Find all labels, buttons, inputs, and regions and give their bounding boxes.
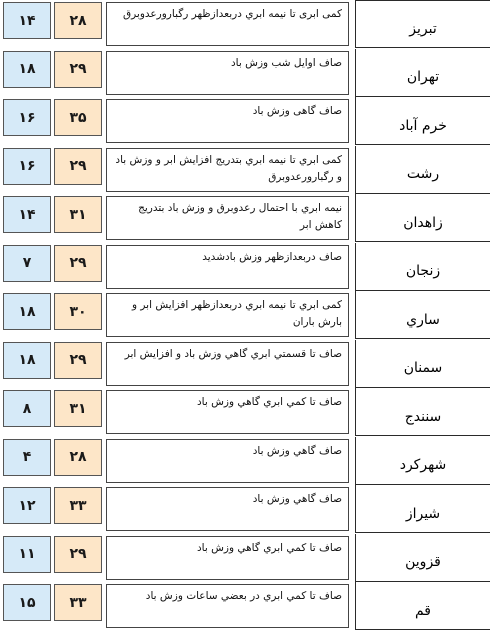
max-temperature: ۲۹ — [54, 342, 102, 379]
table-row — [0, 243, 490, 292]
forecast-description: صاف تا کمي ابري گاهي وزش باد — [106, 390, 349, 434]
min-temperature: ۱۸ — [3, 51, 51, 88]
city-cell — [355, 146, 490, 194]
max-temperature: ۲۹ — [54, 245, 102, 282]
forecast-description: صاف دربعدازظهر وزش بادشدید — [106, 245, 349, 289]
min-temperature: ۱۲ — [3, 487, 51, 524]
table-row — [0, 534, 490, 583]
forecast-description: صاف تا قسمتي ابري گاهي وزش باد و افزایش ابر — [106, 342, 349, 386]
forecast-description: صاف تا کمي ابري در بعضي ساعات وزش باد — [106, 584, 349, 628]
table-row — [0, 49, 490, 98]
min-temperature: ۱۸ — [3, 293, 51, 330]
table-row — [0, 582, 490, 631]
forecast-description: صاف گاهي وزش باد — [106, 487, 349, 531]
table-row — [0, 340, 490, 389]
table-row — [0, 437, 490, 486]
city-cell — [355, 243, 490, 291]
table-row — [0, 146, 490, 195]
min-temperature: ۱۶ — [3, 99, 51, 136]
min-temperature: ۱۱ — [3, 536, 51, 573]
city-cell — [355, 340, 490, 388]
max-temperature: ۳۳ — [54, 584, 102, 621]
forecast-description: صاف گاهي وزش باد — [106, 439, 349, 483]
max-temperature: ۳۵ — [54, 99, 102, 136]
city-name: ساري — [406, 311, 440, 328]
max-temperature: ۳۱ — [54, 196, 102, 233]
min-temperature: ۱۴ — [3, 196, 51, 233]
min-temperature: ۱۵ — [3, 584, 51, 621]
city-cell — [355, 485, 490, 533]
forecast-description: نیمه ابري با احتمال رعدوبرق و وزش باد بتدریج کاهش ابر — [106, 196, 349, 240]
max-temperature: ۲۹ — [54, 148, 102, 185]
forecast-description: صاف تا کمي ابري گاهي وزش باد — [106, 536, 349, 580]
min-temperature: ۱۴ — [3, 2, 51, 39]
city-cell — [355, 437, 490, 485]
forecast-description: صاف گاهی وزش باد — [106, 99, 349, 143]
min-temperature: ۷ — [3, 245, 51, 282]
max-temperature: ۳۳ — [54, 487, 102, 524]
max-temperature: ۲۸ — [54, 2, 102, 39]
city-cell — [355, 534, 490, 582]
forecast-description: کمی ابري تا نیمه ابري بتدریج افزایش ابر و وزش باد و رگبارورعدوبرق — [106, 148, 349, 192]
forecast-description: کمی ابري تا نیمه ابري دربعدازظهر افزایش ابر و بارش باران — [106, 293, 349, 337]
table-row — [0, 388, 490, 437]
table-row — [0, 97, 490, 146]
city-name: خرم آباد — [399, 117, 447, 134]
city-name: شهرکرد — [399, 457, 447, 473]
city-cell — [355, 194, 490, 242]
min-temperature: ۴ — [3, 439, 51, 476]
city-name: قزوین — [405, 554, 441, 570]
table-row — [0, 291, 490, 340]
max-temperature: ۳۱ — [54, 390, 102, 427]
min-temperature: ۱۸ — [3, 342, 51, 379]
table-row — [0, 194, 490, 243]
forecast-description: صاف اوایل شب وزش باد — [106, 51, 349, 95]
city-cell — [355, 388, 490, 436]
city-name: تبریز — [409, 21, 437, 37]
city-cell — [355, 0, 490, 48]
city-name: تهران — [406, 69, 440, 85]
city-name: سمنان — [403, 360, 443, 376]
city-name: سنندج — [404, 408, 442, 425]
city-name: زاهدان — [403, 214, 443, 231]
table-row — [0, 0, 490, 49]
table-row — [0, 485, 490, 534]
city-cell — [355, 97, 490, 145]
city-name: زنجان — [405, 263, 441, 279]
max-temperature: ۲۹ — [54, 536, 102, 573]
city-cell — [355, 291, 490, 339]
forecast-description: کمی ابری تا نیمه ابري دربعدازظهر رگبارورعدوبرق — [106, 2, 349, 46]
min-temperature: ۱۶ — [3, 148, 51, 185]
max-temperature: ۲۹ — [54, 51, 102, 88]
city-name: قم — [414, 602, 431, 619]
min-temperature: ۸ — [3, 390, 51, 427]
max-temperature: ۲۸ — [54, 439, 102, 476]
city-name: رشت — [406, 166, 440, 182]
city-cell — [355, 49, 490, 97]
city-cell — [355, 582, 490, 630]
city-name: شیراز — [405, 505, 441, 522]
max-temperature: ۳۰ — [54, 293, 102, 330]
